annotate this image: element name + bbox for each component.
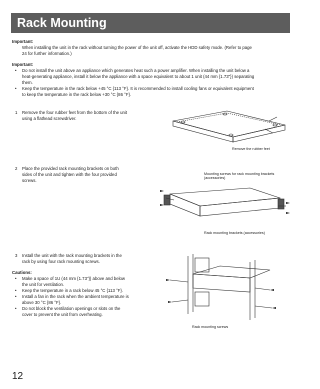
step-1-line-1: Remove the four rubber feet from the bottom of the unit (22, 110, 128, 115)
caution-4-line-2: cover to prevent the unit from overheating. (22, 312, 103, 317)
caution-2-line-1: Keep the temperature in a rack below 45 °C {113 °F}. (22, 288, 124, 293)
bullet: • (15, 288, 17, 293)
bullet: • (15, 86, 17, 91)
figure-2-caption-top-1: Mounting screws for rack mounting brackets (204, 172, 275, 176)
figure-rubber-feet (165, 107, 290, 157)
important-2-bullet-1-line-3: them. (22, 80, 33, 85)
step-1-line-2: using a flathead screwdriver. (22, 116, 77, 121)
important-heading-2: Important: (12, 62, 34, 67)
figure-rack-install (160, 252, 290, 324)
figure-2-caption-top-2: (accessories) (204, 176, 226, 180)
cautions-heading: Cautions: (12, 270, 32, 275)
step-2-line-1: Place the provided rack mounting brackets on both (22, 166, 119, 171)
step-number: 2 (15, 166, 18, 171)
step-2-line-2: sides of the unit and tighten with the four provided (22, 172, 117, 177)
bullet: • (15, 306, 17, 311)
important-2-bullet-2-line-2: to keep the temperature in the rack below +30 °C {86 °F}. (22, 92, 132, 97)
bullet: • (15, 276, 17, 281)
figure-3-caption: Rack mounting screws (192, 325, 229, 329)
bullet: • (15, 294, 17, 299)
caution-4-line-1: Do not block the ventilation openings or slots on the (22, 306, 121, 311)
step-number: 1 (15, 110, 18, 115)
page-title-banner: Rack Mounting (11, 13, 290, 33)
important-heading-1: Important: (12, 39, 34, 44)
step-number: 3 (15, 253, 18, 258)
page-number: 12 (12, 371, 24, 382)
figure-2-caption-bottom: Rack mounting brackets (accessories) (204, 231, 265, 235)
important-1-line-2: 24 for further information.) (22, 51, 72, 56)
figure-rack-brackets (160, 182, 290, 230)
step-2-line-3: screws. (22, 178, 37, 183)
important-2-bullet-1-line-2: heat-generating appliance, install it below the appliance with a space equivalent to about 1 unit (44 mm {1.73"}) separating (22, 74, 255, 79)
important-2-bullet-1-line-1: Do not install the unit above an appliance which generates heat such a power amplifier. When installing the unit below a (22, 68, 250, 73)
bullet: • (15, 68, 17, 73)
caution-3-line-1: Install a fan in the rack when the ambient temperature is (22, 294, 129, 299)
figure-1-caption: Remove the rubber feet (232, 147, 270, 151)
step-3-line-2: rack by using four rack mounting screws. (22, 259, 100, 264)
caution-3-line-2: above 30 °C {86 °F}. (22, 300, 62, 305)
caution-1-line-1: Make a space of 1U (44 mm {1.73"}) above and below (22, 276, 126, 281)
caution-1-line-2: the unit for ventilation. (22, 282, 65, 287)
important-2-bullet-2-line-1: Keep the temperature in the rack below +45 °C {113 °F}. It is recommended to install cooling fans or equivalent equipment (22, 86, 254, 91)
important-1-line-1: When installing the unit in the rack without turning the power of the unit off, activate the HDD safety mode. (Refer to page (22, 45, 252, 50)
step-3-line-1: Install the unit with the rack mounting brackets in the (22, 253, 122, 258)
